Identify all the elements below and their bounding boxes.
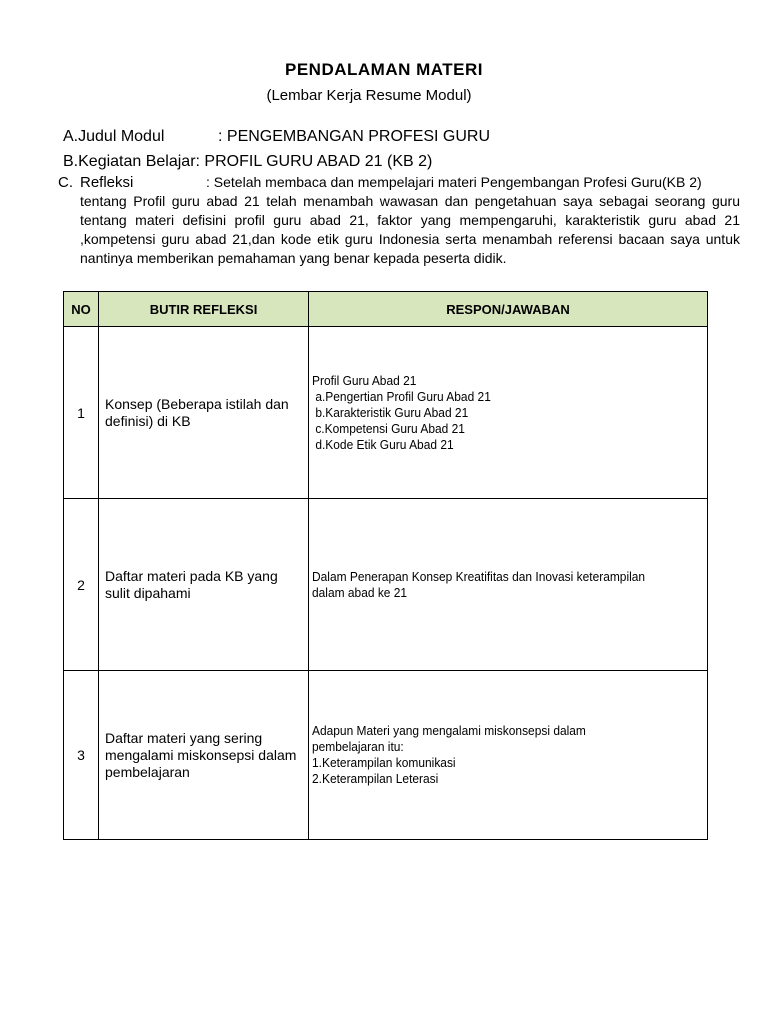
respon-content [312,723,701,787]
kegiatan-belajar-value: : PROFIL GURU ABAD 21 (KB 2) [195,153,433,170]
row-no: 1 [64,327,99,499]
header-butir-refleksi: BUTIR REFLEKSI [99,292,309,327]
respon-line: Dalam Penerapan Konsep Kreatifitas dan Inovasi keterampilan [312,568,646,584]
row-respon [309,671,708,840]
page-subtitle: (Lembar Kerja Resume Modul) [266,87,472,104]
respon-line: b.Karakteristik Guru Abad 21 [312,404,469,420]
refleksi-prefix: C. [58,174,73,191]
judul-modul-line [63,128,490,146]
respon-line: Adapun Materi yang mengalami miskonsepsi dalam [312,723,586,738]
table-header-row [64,292,708,327]
respon-line: 1.Keterampilan komunikasi [312,755,456,770]
table-row [64,671,708,840]
refleksi-first-line [58,173,740,192]
reflection-table [63,291,708,840]
respon-line: 2.Keterampilan Leterasi [312,771,439,786]
row-no: 2 [64,499,99,671]
row-respon [309,327,708,499]
respon-line: c.Kompetensi Guru Abad 21 [312,420,465,436]
page-title: PENDALAMAN MATERI [284,60,483,79]
row-respon [309,499,708,671]
row-butir: Konsep (Beberapa istilah dan definisi) di KB [99,327,309,499]
respon-line: dalam abad ke 21 [312,584,408,600]
refleksi-section [58,173,740,268]
judul-modul-value: : PENGEMBANGAN PROFESI GURU [218,128,491,145]
respon-line: pembelajaran itu: [312,739,404,754]
respon-line: d.Kode Etik Guru Abad 21 [312,436,454,452]
header-respon-jawaban: RESPON/JAWABAN [309,292,708,327]
respon-line: Profil Guru Abad 21 [312,372,417,388]
refleksi-first-text: : Setelah membaca dan mempelajari materi Pengembangan Profesi Guru(KB 2) [206,174,702,190]
judul-modul-label: A.Judul Modul [63,128,165,145]
table-row [64,327,708,499]
row-no: 3 [64,671,99,840]
kegiatan-belajar-label: B.Kegiatan Belajar [63,153,196,170]
respon-content [312,569,701,601]
row-butir: Daftar materi yang sering mengalami miskonsepsi dalam pembelajaran [99,671,309,840]
header-no: NO [64,292,99,327]
refleksi-body: tentang Profil guru abad 21 telah menambah wawasan dan pengetahuan saya sebagai seorang guru tentang materi defisini profil guru abad 21, faktor yang mempengaruhi, karakteristik guru abad 21 ,kompetensi guru abad 21,dan kode etik guru Indonesia serta menambah referensi bacaan saya untuk nantinya memberikan pemahaman yang benar kepada peserta didik. [80,193,740,266]
refleksi-label: Refleksi [80,174,134,191]
row-butir: Daftar materi pada KB yang sulit dipahami [99,499,309,671]
kegiatan-belajar-line [63,153,432,171]
respon-content [312,373,701,453]
table-row [64,499,708,671]
respon-line: a.Pengertian Profil Guru Abad 21 [312,388,491,404]
